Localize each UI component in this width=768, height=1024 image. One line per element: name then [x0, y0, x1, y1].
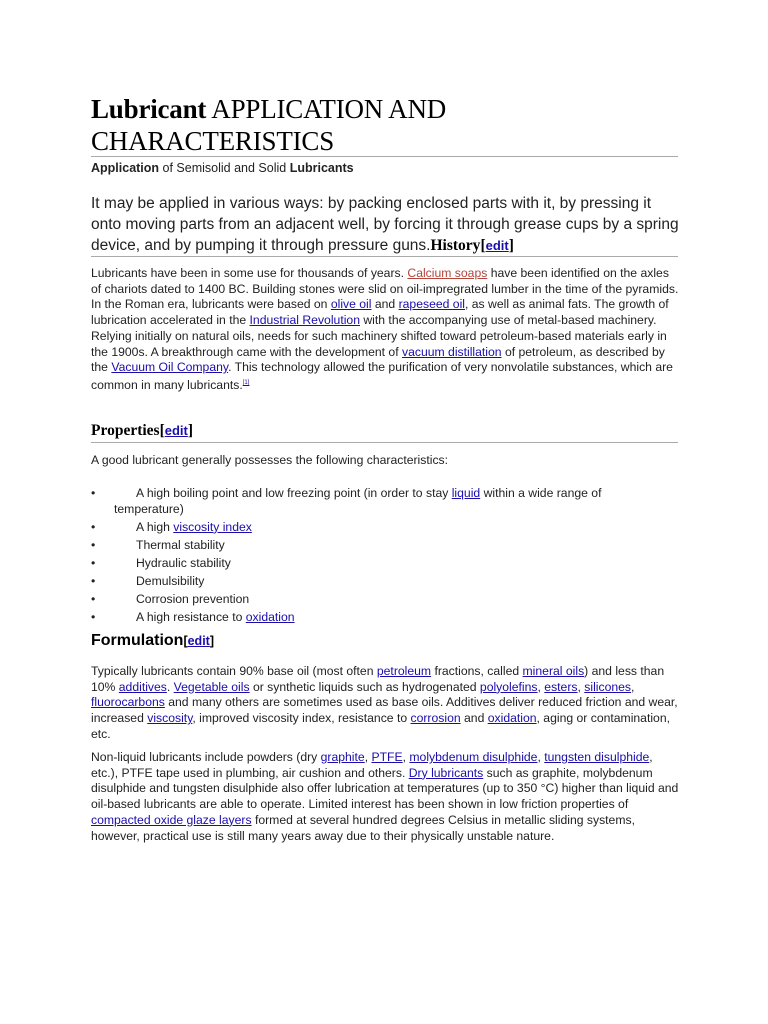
- item-text: Thermal stability: [136, 537, 225, 552]
- text-span: Non-liquid lubricants include powders (dry: [91, 750, 321, 764]
- list-item: [91, 610, 681, 626]
- text-span: with the accompanying use of metal-based machinery. Relying initially on natural oils, needs for such machinery shifted toward petroleum-based materials early in the 1900s. A breakthrough came with the development of: [91, 313, 667, 359]
- text-span: and: [371, 297, 399, 312]
- bullet: •: [91, 486, 96, 500]
- text-span: Lubricants have been in some use for thousands of years.: [91, 266, 408, 280]
- bullet: •: [91, 610, 96, 625]
- properties-edit-link[interactable]: edit: [164, 423, 188, 438]
- list-item: [91, 520, 681, 536]
- history-heading-label: History: [430, 237, 481, 254]
- link-liquid[interactable]: liquid: [451, 486, 481, 500]
- text-span: Typically lubricants contain 90% base oil (most often: [91, 664, 377, 678]
- text-span: ,: [577, 679, 585, 694]
- list-item: [91, 592, 681, 608]
- link-additives[interactable]: additives: [118, 679, 167, 694]
- lead-paragraph: [91, 193, 681, 256]
- link-vegetable-oils[interactable]: Vegetable oils: [173, 679, 250, 694]
- link-rapeseed-oil[interactable]: rapeseed oil: [398, 297, 465, 312]
- bullet: •: [91, 519, 96, 534]
- link-oxidation-2[interactable]: oxidation: [487, 711, 537, 726]
- text-span: . This technology allowed the purification of very nonvolatile substances, which are common in many lubricants.: [91, 360, 673, 392]
- link-viscosity[interactable]: viscosity: [147, 711, 193, 726]
- subtitle: [91, 161, 354, 175]
- text-span: .: [166, 679, 174, 694]
- link-viscosity-index[interactable]: viscosity index: [173, 519, 252, 534]
- item-text: Demulsibility: [136, 574, 205, 589]
- link-oxidation[interactable]: oxidation: [245, 610, 295, 625]
- page-title: [91, 93, 678, 157]
- link-graphite[interactable]: graphite: [320, 750, 365, 764]
- link-ptfe[interactable]: PTFE: [371, 750, 403, 764]
- bullet: •: [91, 537, 96, 552]
- link-mineral-oils[interactable]: mineral oils: [522, 664, 585, 678]
- item-text: A high resistance to: [136, 610, 246, 625]
- formulation-paragraph-1: [91, 664, 681, 743]
- text-span: or synthetic liquids such as hydrogenated: [249, 679, 480, 694]
- text-span: , etc.), PTFE tape used in plumbing, air cushion and others.: [91, 750, 653, 780]
- history-heading: History[edit]: [430, 237, 514, 254]
- history-edit-link[interactable]: edit: [485, 238, 509, 253]
- link-calcium-soaps[interactable]: Calcium soaps: [407, 266, 488, 280]
- text-span: ,: [537, 750, 545, 764]
- text-span: formed at several hundred degrees Celsius in metallic sliding systems, however, practical use is still many years away due to their physically unstable nature.: [91, 812, 635, 843]
- list-item: [91, 486, 681, 517]
- text-span: ,: [402, 750, 410, 764]
- formulation-heading: Formulation[edit]: [91, 632, 215, 649]
- subtitle-application: Application: [91, 161, 160, 175]
- formulation-heading-label: Formulation: [91, 632, 184, 649]
- link-fluorocarbons[interactable]: fluorocarbons: [91, 695, 165, 710]
- formulation-edit-link[interactable]: edit: [187, 634, 210, 648]
- bullet: •: [91, 574, 96, 589]
- text-span: ) and less than 10%: [91, 664, 665, 694]
- properties-intro: A good lubricant generally possesses the following characteristics:: [91, 453, 449, 467]
- link-vacuum-distillation[interactable]: vacuum distillation: [401, 344, 502, 359]
- item-text: within a wide range of: [480, 486, 602, 500]
- formulation-paragraph-2: [91, 750, 681, 844]
- text-span: , improved viscosity index, resistance to: [192, 711, 411, 726]
- subtitle-lubricants: Lubricants: [289, 161, 354, 175]
- bullet: •: [91, 555, 96, 570]
- subtitle-mid: of Semisolid and Solid: [159, 161, 290, 175]
- text-span: fractions, called: [431, 664, 523, 678]
- title-application: APPLICATION AND CHARACTERISTICS: [91, 94, 447, 156]
- list-item: [91, 556, 681, 572]
- link-olive-oil[interactable]: olive oil: [330, 297, 372, 312]
- link-silicones[interactable]: silicones: [584, 679, 632, 694]
- text-span: , aging or contamination, etc.: [91, 711, 670, 741]
- item-text-continued: temperature): [114, 501, 184, 516]
- link-industrial-revolution[interactable]: Industrial Revolution: [249, 313, 360, 328]
- text-span: ,: [537, 679, 545, 694]
- text-span: and: [460, 711, 488, 726]
- item-text: Corrosion prevention: [136, 592, 250, 607]
- text-span: , as well as animal fats. The growth of lubrication accelerated in the: [91, 297, 669, 328]
- text-span: such as graphite, molybdenum disulphide and tungsten disulphide also offer lubrication at temperatures (up to 350 °C) higher than liquid and oil-based lubricants are able to operate. Limited interest has been shown in low friction properties of: [91, 765, 679, 812]
- link-polyolefins[interactable]: polyolefins: [479, 679, 538, 694]
- item-text: A high boiling point and low freezing point (in order to stay: [136, 486, 452, 500]
- title-divider: [91, 156, 678, 157]
- text-span: ,: [631, 679, 635, 694]
- history-divider: [91, 256, 678, 257]
- text-span: and many others are sometimes used as base oils. Additives deliver reduced friction and wear, increased: [91, 695, 678, 726]
- bullet: •: [91, 592, 96, 607]
- title-lubricant: Lubricant: [91, 94, 207, 124]
- link-vacuum-oil-company[interactable]: Vacuum Oil Company: [111, 360, 229, 375]
- history-paragraph: [91, 266, 681, 394]
- lead-text: It may be applied in various ways: by packing enclosed parts with it, by pressing it onto moving parts from an adjacent well, by forcing it through grease cups by a spring device, and by pumping it through pressure guns.: [91, 195, 679, 254]
- link-dry-lubricants[interactable]: Dry lubricants: [408, 765, 484, 780]
- item-text: A high: [136, 519, 174, 534]
- link-corrosion[interactable]: corrosion: [410, 711, 461, 726]
- text-span: ,: [364, 750, 372, 764]
- link-compacted-oxide-glaze-layers[interactable]: compacted oxide glaze layers: [91, 812, 252, 827]
- properties-divider: [91, 442, 678, 443]
- properties-heading: Properties[edit]: [91, 422, 194, 439]
- text-span: have been identified on the axles of chariots dated to 1400 BC. Building stones were slid on oil-impregrated lumber in the time of the pyramids. In the Roman era, lubricants were based on: [91, 266, 679, 312]
- reference-link[interactable]: [1]: [242, 379, 250, 386]
- properties-list: [91, 486, 681, 628]
- properties-heading-label: Properties: [91, 422, 160, 439]
- item-text: Hydraulic stability: [136, 555, 231, 570]
- list-item: [91, 574, 681, 590]
- link-tungsten-disulphide[interactable]: tungsten disulphide: [544, 750, 650, 764]
- link-petroleum[interactable]: petroleum: [376, 664, 432, 678]
- link-esters[interactable]: esters: [544, 679, 578, 694]
- text-span: of petroleum, as described by the: [91, 344, 665, 375]
- list-item: [91, 538, 681, 554]
- link-molybdenum-disulphide[interactable]: molybdenum disulphide: [409, 750, 538, 764]
